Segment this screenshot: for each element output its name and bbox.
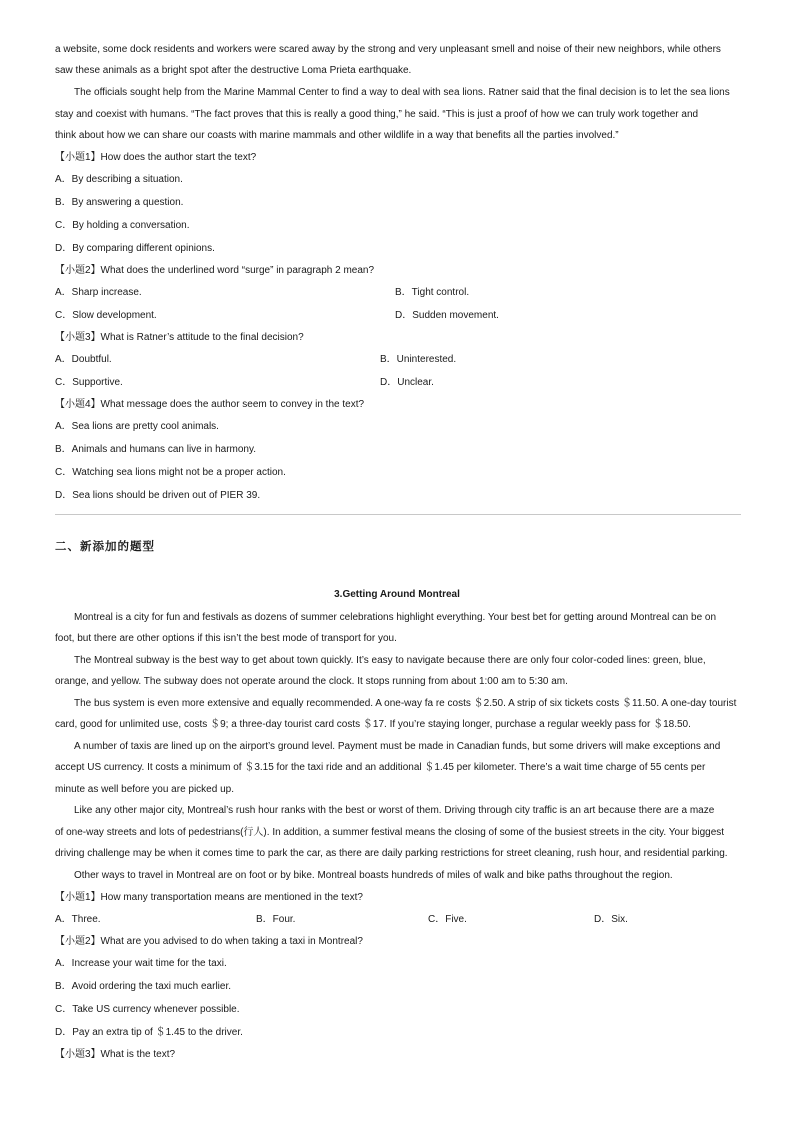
option-a: A．Three. [55, 914, 101, 925]
passage-line: Other ways to travel in Montreal are on foot or by bike. Montreal boasts hundreds of miles of walk and bike paths throughout the region. [74, 870, 673, 881]
option-a: A．Sea lions are pretty cool animals. [55, 421, 219, 432]
passage-line: a website, some dock residents and workers were scared away by the strong and very unpleasant smell and noise of their new neighbors, while others [55, 44, 721, 55]
option-d: D．Sea lions should be driven out of PIER 39. [55, 490, 261, 501]
passage-line: driving challenge may be when it comes time to park the car, as there are daily parking restrictions for street cleaning, rush hour, and residential parking. [55, 848, 728, 859]
option-b: B．Uninterested. [380, 354, 457, 365]
question-stem: 【小题2】What does the underlined word “surge” in paragraph 2 mean? [55, 265, 375, 276]
option-b: B．Tight control. [395, 287, 470, 298]
option-c: C．Watching sea lions might not be a proper action. [55, 467, 286, 478]
passage-line: A number of taxis are lined up on the airport’s ground level. Payment must be made in Canadian funds, but some drivers will make exceptions and [74, 741, 721, 752]
option-a: A．Increase your wait time for the taxi. [55, 958, 227, 969]
option-b: B．Four. [256, 914, 296, 925]
option-d: D．Six. [594, 914, 628, 925]
option-b: B．Animals and humans can live in harmony. [55, 444, 257, 455]
passage-line: minute as well before you are picked up. [55, 784, 234, 795]
passage-line: orange, and yellow. The subway does not operate around the clock. It stops running from about 1:00 am to 5:30 am. [55, 676, 568, 687]
option-b: B．Avoid ordering the taxi much earlier. [55, 981, 232, 992]
option-c: C．Supportive. [55, 377, 123, 388]
option-d: D．Unclear. [380, 377, 434, 388]
option-b: B．By answering a question. [55, 197, 184, 208]
question-stem: 【小题3】What is the text? [55, 1049, 176, 1060]
option-c: C．Take US currency whenever possible. [55, 1004, 240, 1015]
passage-line: accept US currency. It costs a minimum of ＄3.15 for the taxi ride and an additional ＄1.45 per kilometer. There’s a wait time charge of 55 cents per [55, 762, 706, 773]
question-stem: 【小题3】What is Ratner’s attitude to the final decision? [55, 332, 304, 343]
passage-line: The officials sought help from the Marine Mammal Center to find a way to deal with sea lions. Ratner said that the final decision is to let the sea lions [74, 87, 730, 98]
passage-line: foot, but there are other options if this isn’t the best mode of transport for you. [55, 633, 397, 644]
option-a: A．Sharp increase. [55, 287, 142, 298]
passage-line: think about how we can share our coasts with marine mammals and other wildlife in a way that benefits all the parties involved.” [55, 130, 619, 141]
passage-line: of one-way streets and lots of pedestrians(行人). In addition, a summer festival means the closing of some of the busiest streets in the city. Your biggest [55, 827, 725, 838]
passage-line: saw these animals as a bright spot after the destructive Loma Prieta earthquake. [55, 65, 412, 76]
passage-line: Montreal is a city for fun and festivals as dozens of summer celebrations highlight everything. Your best bet for getting around Montreal can be on [74, 612, 717, 623]
option-d: D．By comparing different opinions. [55, 243, 215, 254]
passage-title: 3.Getting Around Montreal [334, 589, 460, 600]
question-stem: 【小题1】How does the author start the text? [55, 152, 257, 163]
section-heading: 二、新添加的题型 [55, 539, 155, 553]
option-a: A．Doubtful. [55, 354, 112, 365]
question-stem: 【小题1】How many transportation means are mentioned in the text? [55, 892, 363, 903]
option-d: D．Pay an extra tip of ＄1.45 to the driver. [55, 1027, 243, 1038]
passage-line: stay and coexist with humans. “The fact proves that this is really a good thing,” he said. “This is just a proof of how we can truly work together and [55, 109, 699, 120]
question-stem: 【小题2】What are you advised to do when taking a taxi in Montreal? [55, 936, 363, 947]
option-c: C．By holding a conversation. [55, 220, 190, 231]
option-a: A．By describing a situation. [55, 174, 183, 185]
passage-line: The Montreal subway is the best way to get about town quickly. It’s easy to navigate because there are only four color-coded lines: green, blue, [74, 655, 706, 666]
passage-line: card, good for unlimited use, costs ＄9; a three-day tourist card costs ＄17. If you’re staying longer, purchase a regular weekly pass for ＄18.50. [55, 719, 691, 730]
option-c: C．Slow development. [55, 310, 157, 321]
passage-line: Like any other major city, Montreal’s rush hour ranks with the best or worst of them. Driving through city traffic is an art because there are a maze [74, 805, 715, 816]
option-d: D．Sudden movement. [395, 310, 499, 321]
option-c: C．Five. [428, 914, 467, 925]
question-stem: 【小题4】What message does the author seem to convey in the text? [55, 399, 365, 410]
divider [55, 514, 741, 515]
passage-line: The bus system is even more extensive and equally recommended. A one-way fa re costs ＄2.50. A strip of six tickets costs ＄11.50. A one-day tourist [74, 698, 737, 709]
